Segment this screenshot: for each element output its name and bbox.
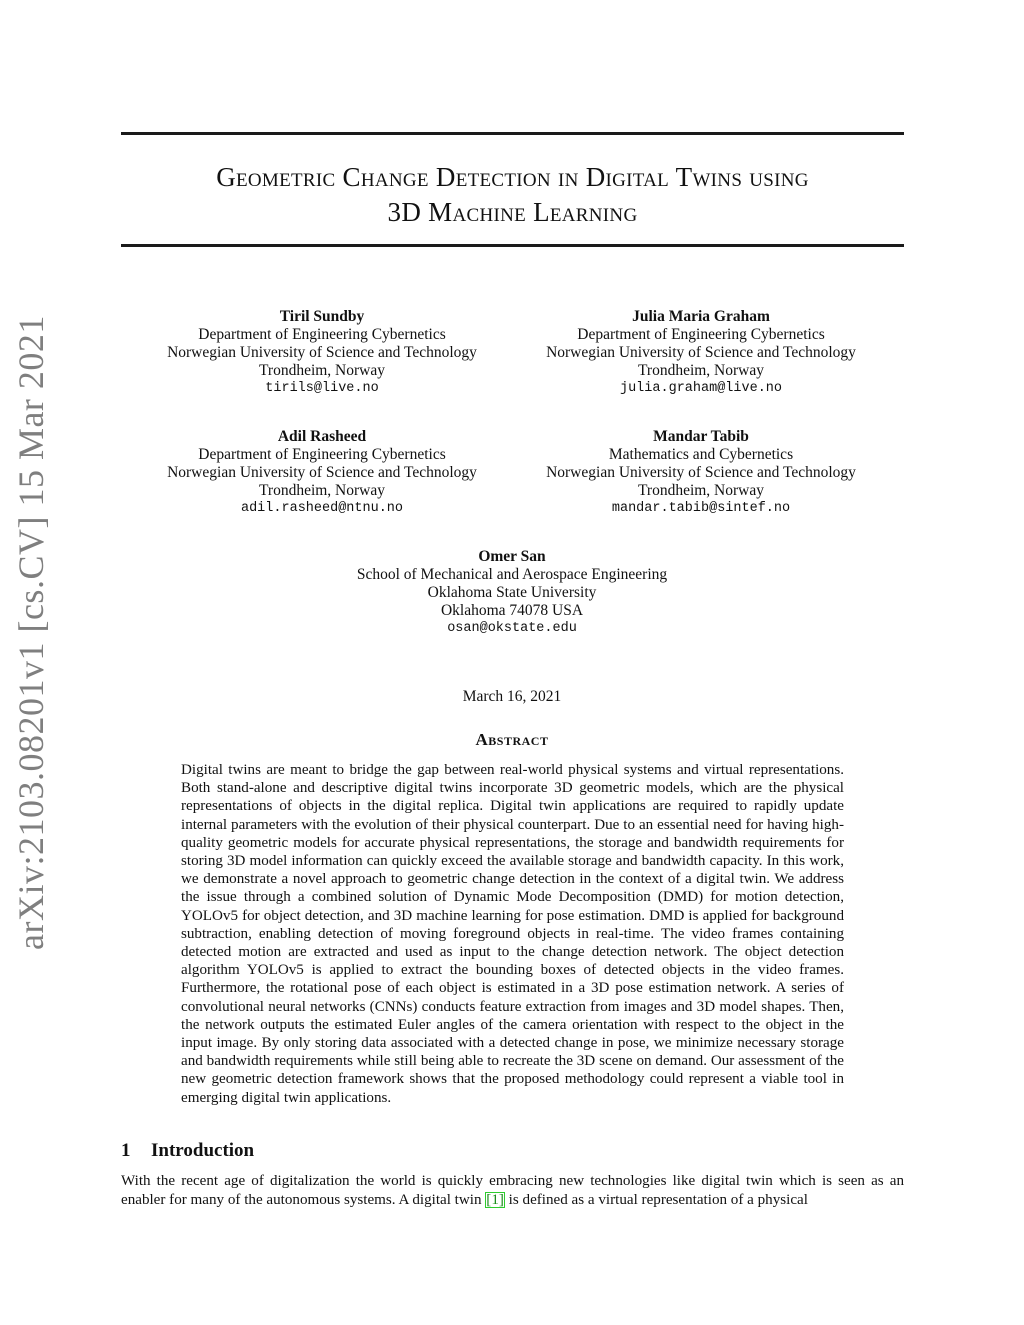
section-title: Introduction: [151, 1140, 255, 1161]
author-location: Trondheim, Norway: [258, 482, 385, 499]
section-heading: [121, 1140, 254, 1162]
author-univ: Norwegian University of Science and Technology: [167, 344, 477, 361]
intro-paragraph: [121, 1172, 904, 1210]
author-block: [122, 428, 522, 518]
intro-text: With the recent age of digitalization the world is quickly embracing new technologies like digital twin which is seen as an enabler for many of the autonomous systems. A digital twin: [121, 1173, 904, 1208]
arxiv-stamp: arXiv:2103.08201v1 [cs.CV] 15 Mar 2021: [11, 315, 51, 950]
author-univ: Norwegian University of Science and Technology: [546, 344, 856, 361]
author-location: Trondheim, Norway: [637, 362, 764, 379]
author-block: [122, 308, 522, 398]
author-block: [312, 548, 712, 638]
author-dept: Department of Engineering Cybernetics: [198, 446, 446, 463]
author-univ: Norwegian University of Science and Technology: [546, 464, 856, 481]
title-rule-bottom: [121, 244, 904, 247]
abstract-text: Digital twins are meant to bridge the gap between real-world physical systems and virtual representations. Both stand-alone and descriptive digital twins incorporate 3D geometric models, which are the physical representations of objects in the digital replica. Digital twin applications are required to rapidly update internal parameters with the evolution of their physical counterpart. Due to an essential need for having high-quality geometric models for accurate physical representations, the storage and bandwidth requirements for storing 3D model information can quickly exceed the available storage and bandwidth capacity. In this work, we demonstrate a novel approach to geometric change detection in the context of a digital twin. We address the issue through a combined solution of Dynamic Mode Decomposition (DMD) for motion detection, YOLOv5 for object detection, and 3D machine learning for pose estimation. DMD is applied for background subtraction, enabling detection of moving foreground objects in real-time. The video frames containing detected motion are extracted and used as input to the change detection network. The object detection algorithm YOLOv5 is applied to extract the bounding boxes of detected objects in the video frames. Furthermore, the rotational pose of each object is estimated in a 3D pose estimation network. A series of convolutional neural networks (CNNs) conducts feature extraction from images and 3D model shapes. Then, the network outputs the estimated Euler angles of the camera orientation with respect to the object in the input image. By only storing data associated with a detected change in pose, we minimize necessary storage and bandwidth requirements while still being able to recreate the 3D scene on demand. Our assessment of the new geometric detection framework shows that the proposed methodology could represent a viable tool in emerging digital twin applications.: [181, 762, 844, 1106]
author-dept: Mathematics and Cybernetics: [608, 446, 794, 463]
author-name: Mandar Tabib: [653, 428, 749, 445]
author-location: Trondheim, Norway: [637, 482, 764, 499]
author-email[interactable]: tirils@live.no: [265, 381, 379, 396]
author-email[interactable]: osan@okstate.edu: [447, 621, 577, 636]
abstract-heading: Abstract: [475, 730, 549, 749]
author-dept: School of Mechanical and Aerospace Engineering: [356, 566, 668, 583]
author-email[interactable]: julia.graham@live.no: [619, 381, 783, 396]
author-location: Trondheim, Norway: [258, 362, 385, 379]
author-location: Oklahoma 74078 USA: [440, 602, 584, 619]
author-dept: Department of Engineering Cybernetics: [198, 326, 446, 343]
title-line-2: 3D Machine Learning: [387, 197, 638, 227]
section-body: [121, 1172, 904, 1210]
intro-text-continued: is defined as a virtual representation of a physical: [504, 1192, 808, 1208]
author-name: Adil Rasheed: [277, 428, 367, 445]
author-email[interactable]: adil.rasheed@ntnu.no: [240, 501, 404, 516]
author-email[interactable]: mandar.tabib@sintef.no: [611, 501, 791, 516]
author-univ: Norwegian University of Science and Technology: [167, 464, 477, 481]
paper-title: [121, 160, 904, 230]
abstract-body: [181, 761, 844, 1107]
author-name: Julia Maria Graham: [632, 308, 770, 325]
author-dept: Department of Engineering Cybernetics: [577, 326, 825, 343]
title-line-1: Geometric Change Detection in Digital Twins using: [216, 162, 809, 192]
author-block: [501, 308, 901, 398]
author-name: Tiril Sundby: [279, 308, 365, 325]
author-block: [501, 428, 901, 518]
author-univ: Oklahoma State University: [427, 584, 597, 601]
title-rule-top: [121, 132, 904, 135]
author-name: Omer San: [478, 548, 546, 565]
citation-link[interactable]: [1]: [486, 1192, 504, 1208]
section-number: 1: [121, 1140, 131, 1161]
paper-date: March 16, 2021: [462, 688, 562, 705]
